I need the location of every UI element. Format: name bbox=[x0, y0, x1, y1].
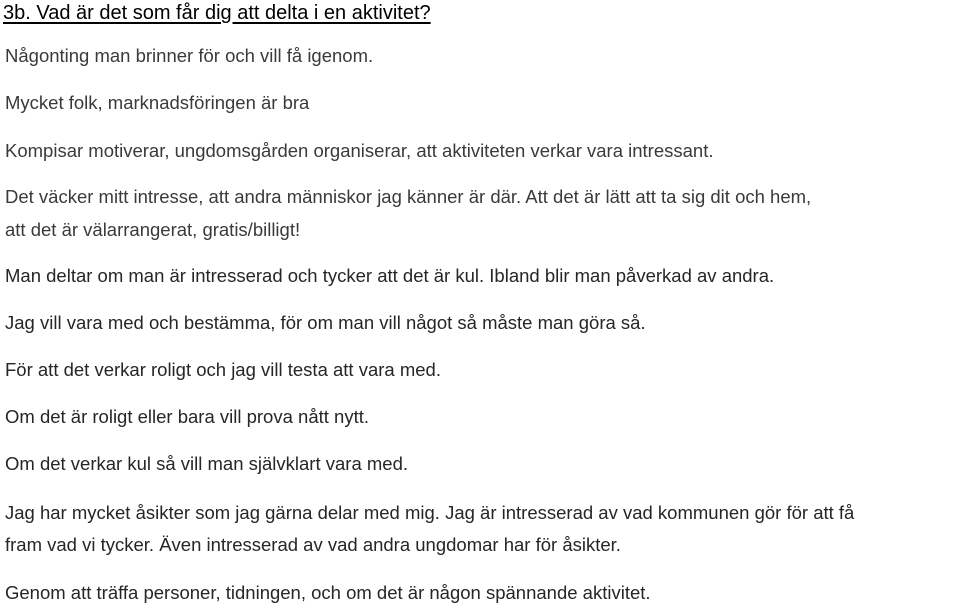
answer-5: Man deltar om man är intresserad och tycker att det är kul. Ibland blir man påverkad av andra. bbox=[5, 265, 775, 286]
answer-4-line-2: att det är välarrangerat, gratis/billigt! bbox=[5, 219, 301, 240]
answer-6: Jag vill vara med och bestämma, för om man vill något så måste man göra så. bbox=[5, 312, 646, 333]
question-heading: 3b. Vad är det som får dig att delta i en aktivitet? bbox=[3, 2, 431, 24]
answer-1: Någonting man brinner för och vill få igenom. bbox=[5, 45, 374, 66]
answer-10-line-2: fram vad vi tycker. Även intresserad av vad andra ungdomar har för åsikter. bbox=[5, 534, 621, 555]
answer-9: Om det verkar kul så vill man självklart vara med. bbox=[5, 453, 409, 474]
answer-11: Genom att träffa personer, tidningen, och om det är någon spännande aktivitet. bbox=[5, 582, 651, 603]
answer-2: Mycket folk, marknadsföringen är bra bbox=[5, 92, 310, 113]
answer-4-line-1: Det väcker mitt intresse, att andra människor jag känner är där. Att det är lätt att ta sig dit och hem, bbox=[5, 186, 812, 207]
answer-7: För att det verkar roligt och jag vill testa att vara med. bbox=[5, 359, 441, 380]
answer-8: Om det är roligt eller bara vill prova nått nytt. bbox=[5, 406, 369, 427]
answer-3: Kompisar motiverar, ungdomsgården organiserar, att aktiviteten verkar vara intressant. bbox=[5, 140, 714, 161]
answer-10-line-1: Jag har mycket åsikter som jag gärna delar med mig. Jag är intresserad av vad kommunen gör för att få bbox=[5, 502, 855, 523]
